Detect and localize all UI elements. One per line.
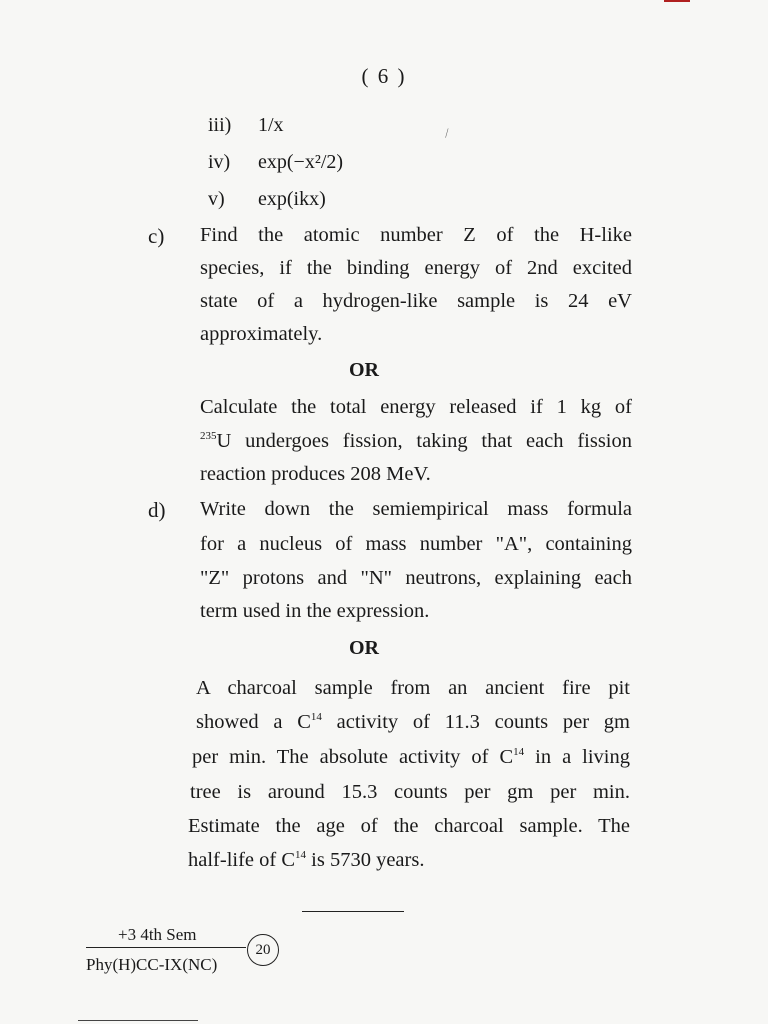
option-label: iii) [208, 114, 232, 136]
isotope-mass-number: 235 [200, 430, 217, 443]
footer-divider [86, 947, 246, 948]
question-c-line-1: Find the atomic number Z of the H-like [200, 224, 632, 246]
end-rule [302, 911, 404, 912]
option-text: 1/x [258, 114, 284, 136]
question-d-alt-line-4: tree is around 15.3 counts per gm per min. [190, 781, 630, 803]
footer-paper-code: Phy(H)CC-IX(NC) [86, 955, 218, 974]
option-label: iv) [208, 151, 231, 173]
question-c-alt-line-3: reaction produces 208 MeV. [200, 463, 431, 485]
question-c-line-3: state of a hydrogen-like sample is 24 eV [200, 290, 632, 312]
question-d-line-4: term used in the expression. [200, 600, 430, 622]
question-c-line-4: approximately. [200, 323, 323, 345]
option-iii [208, 114, 284, 137]
or-heading-d: OR [349, 637, 379, 659]
option-v [208, 188, 326, 211]
question-d-alt-line-2: showed a $C^{14}$ activity of 11.3 counts per gm [196, 711, 630, 733]
bottom-edge-mark [78, 1020, 198, 1021]
page-number: ( 6 ) [361, 64, 407, 88]
option-label: v) [208, 188, 225, 210]
question-d-line-1: Write down the semiempirical mass formula [200, 498, 632, 520]
question-d-alt-line-5: Estimate the age of the charcoal sample. The [188, 815, 630, 837]
option-text: exp(ikx) [258, 188, 326, 210]
question-d-line-2: for a nucleus of mass number "A", containing [200, 533, 632, 555]
circled-number: 20 [247, 934, 279, 966]
question-d-label: d) [148, 498, 166, 522]
question-d-alt-line-6: half-life of $C^{14}$ is 5730 years. [188, 849, 425, 871]
or-heading-c: OR [349, 359, 379, 381]
option-text: exp(−x²/2) [258, 151, 344, 173]
option-iv [208, 151, 343, 174]
corner-mark [664, 0, 690, 2]
question-d-alt-line-1: A charcoal sample from an ancient fire pit [196, 677, 630, 699]
question-c-alt-line-2: $^{235}$U undergoes fission, taking that each fission [200, 430, 632, 452]
question-c-alt-line-1: Calculate the total energy released if 1 kg of [200, 396, 632, 418]
footer-semester: +3 4th Sem [118, 925, 197, 944]
question-c-line-2: species, if the binding energy of 2nd excited [200, 257, 632, 279]
pen-mark: ⁄ [443, 126, 451, 140]
question-d-alt-line-3: per min. The absolute activity of $C^{14}$ in a living [192, 746, 630, 768]
question-c-label: c) [148, 224, 165, 248]
question-d-line-3: "Z" protons and "N" neutrons, explaining each [200, 567, 632, 589]
